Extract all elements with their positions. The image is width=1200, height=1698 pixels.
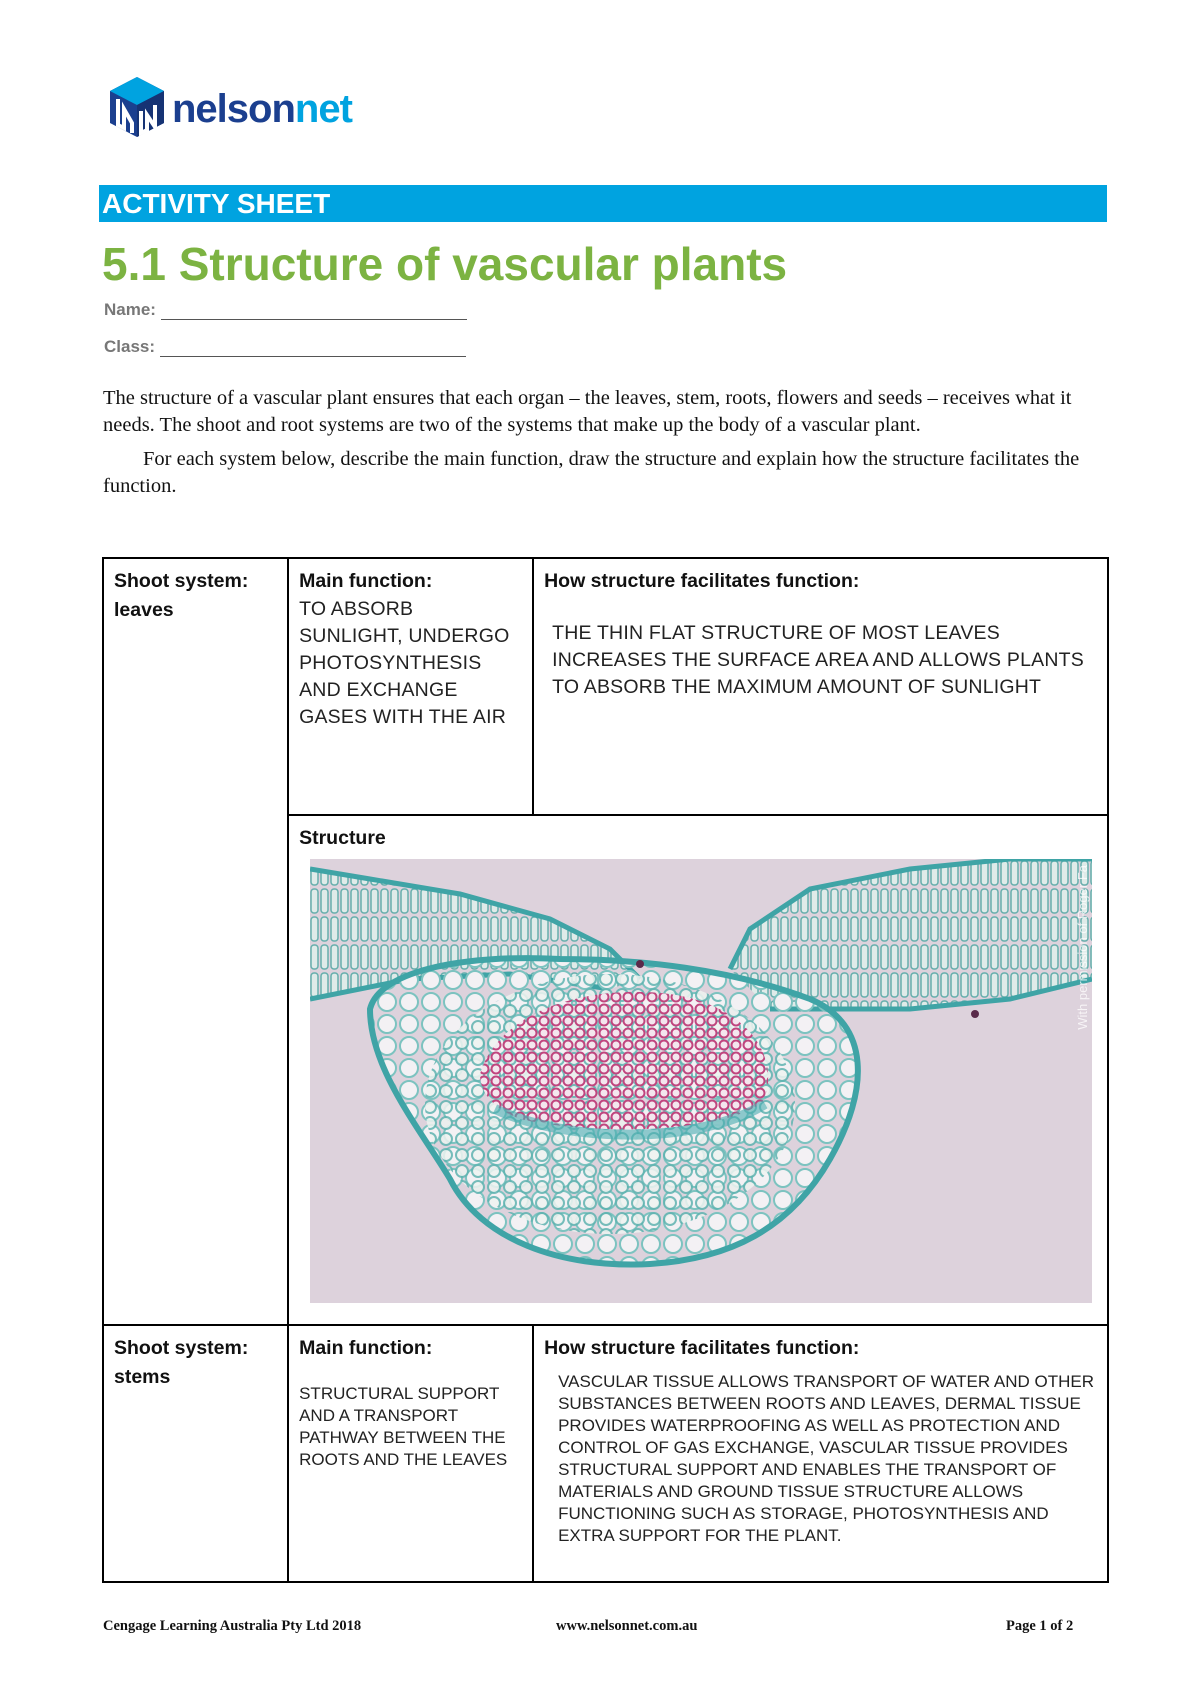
structure-cell bbox=[288, 815, 1108, 1325]
system-label: Shoot system: leaves bbox=[114, 570, 249, 621]
name-label: Name: bbox=[104, 300, 156, 319]
table-row bbox=[103, 558, 1108, 815]
leaf-cross-section-image bbox=[310, 859, 1092, 1303]
facilitates-cell bbox=[533, 1325, 1108, 1582]
image-credit: With permission of Roger Fa bbox=[1075, 865, 1091, 1030]
facilitates-cell bbox=[533, 558, 1108, 815]
nelsonnet-logo bbox=[108, 74, 352, 140]
name-input-line[interactable] bbox=[161, 303, 467, 320]
activity-sheet-banner: ACTIVITY SHEET bbox=[99, 185, 1107, 222]
facilitates-label: How structure facilitates function: bbox=[544, 570, 860, 592]
intro-text bbox=[103, 385, 1103, 500]
facilitates-answer[interactable]: THE THIN FLAT STRUCTURE OF MOST LEAVES INCREASES THE SURFACE AREA AND ALLOWS PLANTS TO ABSORB THE MAXIMUM AMOUNT OF SUNLIGHT bbox=[552, 622, 1084, 698]
systems-table bbox=[102, 557, 1109, 1583]
facilitates-answer[interactable]: VASCULAR TISSUE ALLOWS TRANSPORT OF WATER AND OTHER SUBSTANCES BETWEEN ROOTS AND LEAVES, DERMAL TISSUE PROVIDES WATERPROOFING AS WELL AS PROTECTION AND CONTROL OF GAS EXCHANGE, VASCULAR TISSUE PROVIDES STRUCTURAL SUPPORT AND ENABLES THE TRANSPORT OF MATERIALS AND GROUND TISSUE STRUCTURE ALLOWS FUNCTIONING SUCH AS STORAGE, PHOTOSYNTHESIS AND EXTRA SUPPORT FOR THE PLANT. bbox=[558, 1372, 1095, 1545]
table-row bbox=[103, 1325, 1108, 1582]
main-function-answer[interactable]: TO ABSORB SUNLIGHT, UNDERGO PHOTOSYNTHESIS AND EXCHANGE GASES WITH THE AIR bbox=[299, 598, 510, 728]
footer-website-link[interactable]: www.nelsonnet.com.au bbox=[556, 1618, 698, 1634]
facilitates-label: How structure facilitates function: bbox=[544, 1337, 860, 1359]
system-cell-leaves bbox=[103, 558, 288, 1325]
main-function-cell bbox=[288, 558, 533, 815]
system-label: Shoot system: stems bbox=[114, 1337, 249, 1388]
page-title: 5.1 Structure of vascular plants bbox=[102, 238, 788, 290]
class-label: Class: bbox=[104, 337, 156, 356]
intro-paragraph-1: The structure of a vascular plant ensures that each organ – the leaves, stem, roots, flowers and seeds – receives what it needs. The shoot and root systems are two of the systems that make up the body of a vascular plant. bbox=[103, 387, 1072, 436]
name-field[interactable] bbox=[104, 300, 467, 320]
class-input-line[interactable] bbox=[160, 340, 466, 357]
nelsonnet-cube-icon bbox=[108, 75, 166, 139]
footer-page-number: Page 1 of 2 bbox=[1006, 1618, 1074, 1634]
structure-label: Structure bbox=[299, 827, 386, 849]
main-function-answer[interactable]: STRUCTURAL SUPPORT AND A TRANSPORT PATHWAY BETWEEN THE ROOTS AND THE LEAVES bbox=[299, 1384, 508, 1469]
footer-copyright: Cengage Learning Australia Pty Ltd 2018 bbox=[103, 1618, 362, 1634]
main-function-cell bbox=[288, 1325, 533, 1582]
system-cell-stems bbox=[103, 1325, 288, 1582]
intro-paragraph-2: For each system below, describe the main function, draw the structure and explain how the structure facilitates the function. bbox=[103, 448, 1080, 497]
main-function-label: Main function: bbox=[299, 1337, 433, 1359]
class-field[interactable] bbox=[104, 337, 466, 357]
leaf-micrograph bbox=[310, 859, 1092, 1303]
main-function-label: Main function: bbox=[299, 570, 433, 592]
logo-wordmark: nelsonnet bbox=[172, 86, 352, 131]
